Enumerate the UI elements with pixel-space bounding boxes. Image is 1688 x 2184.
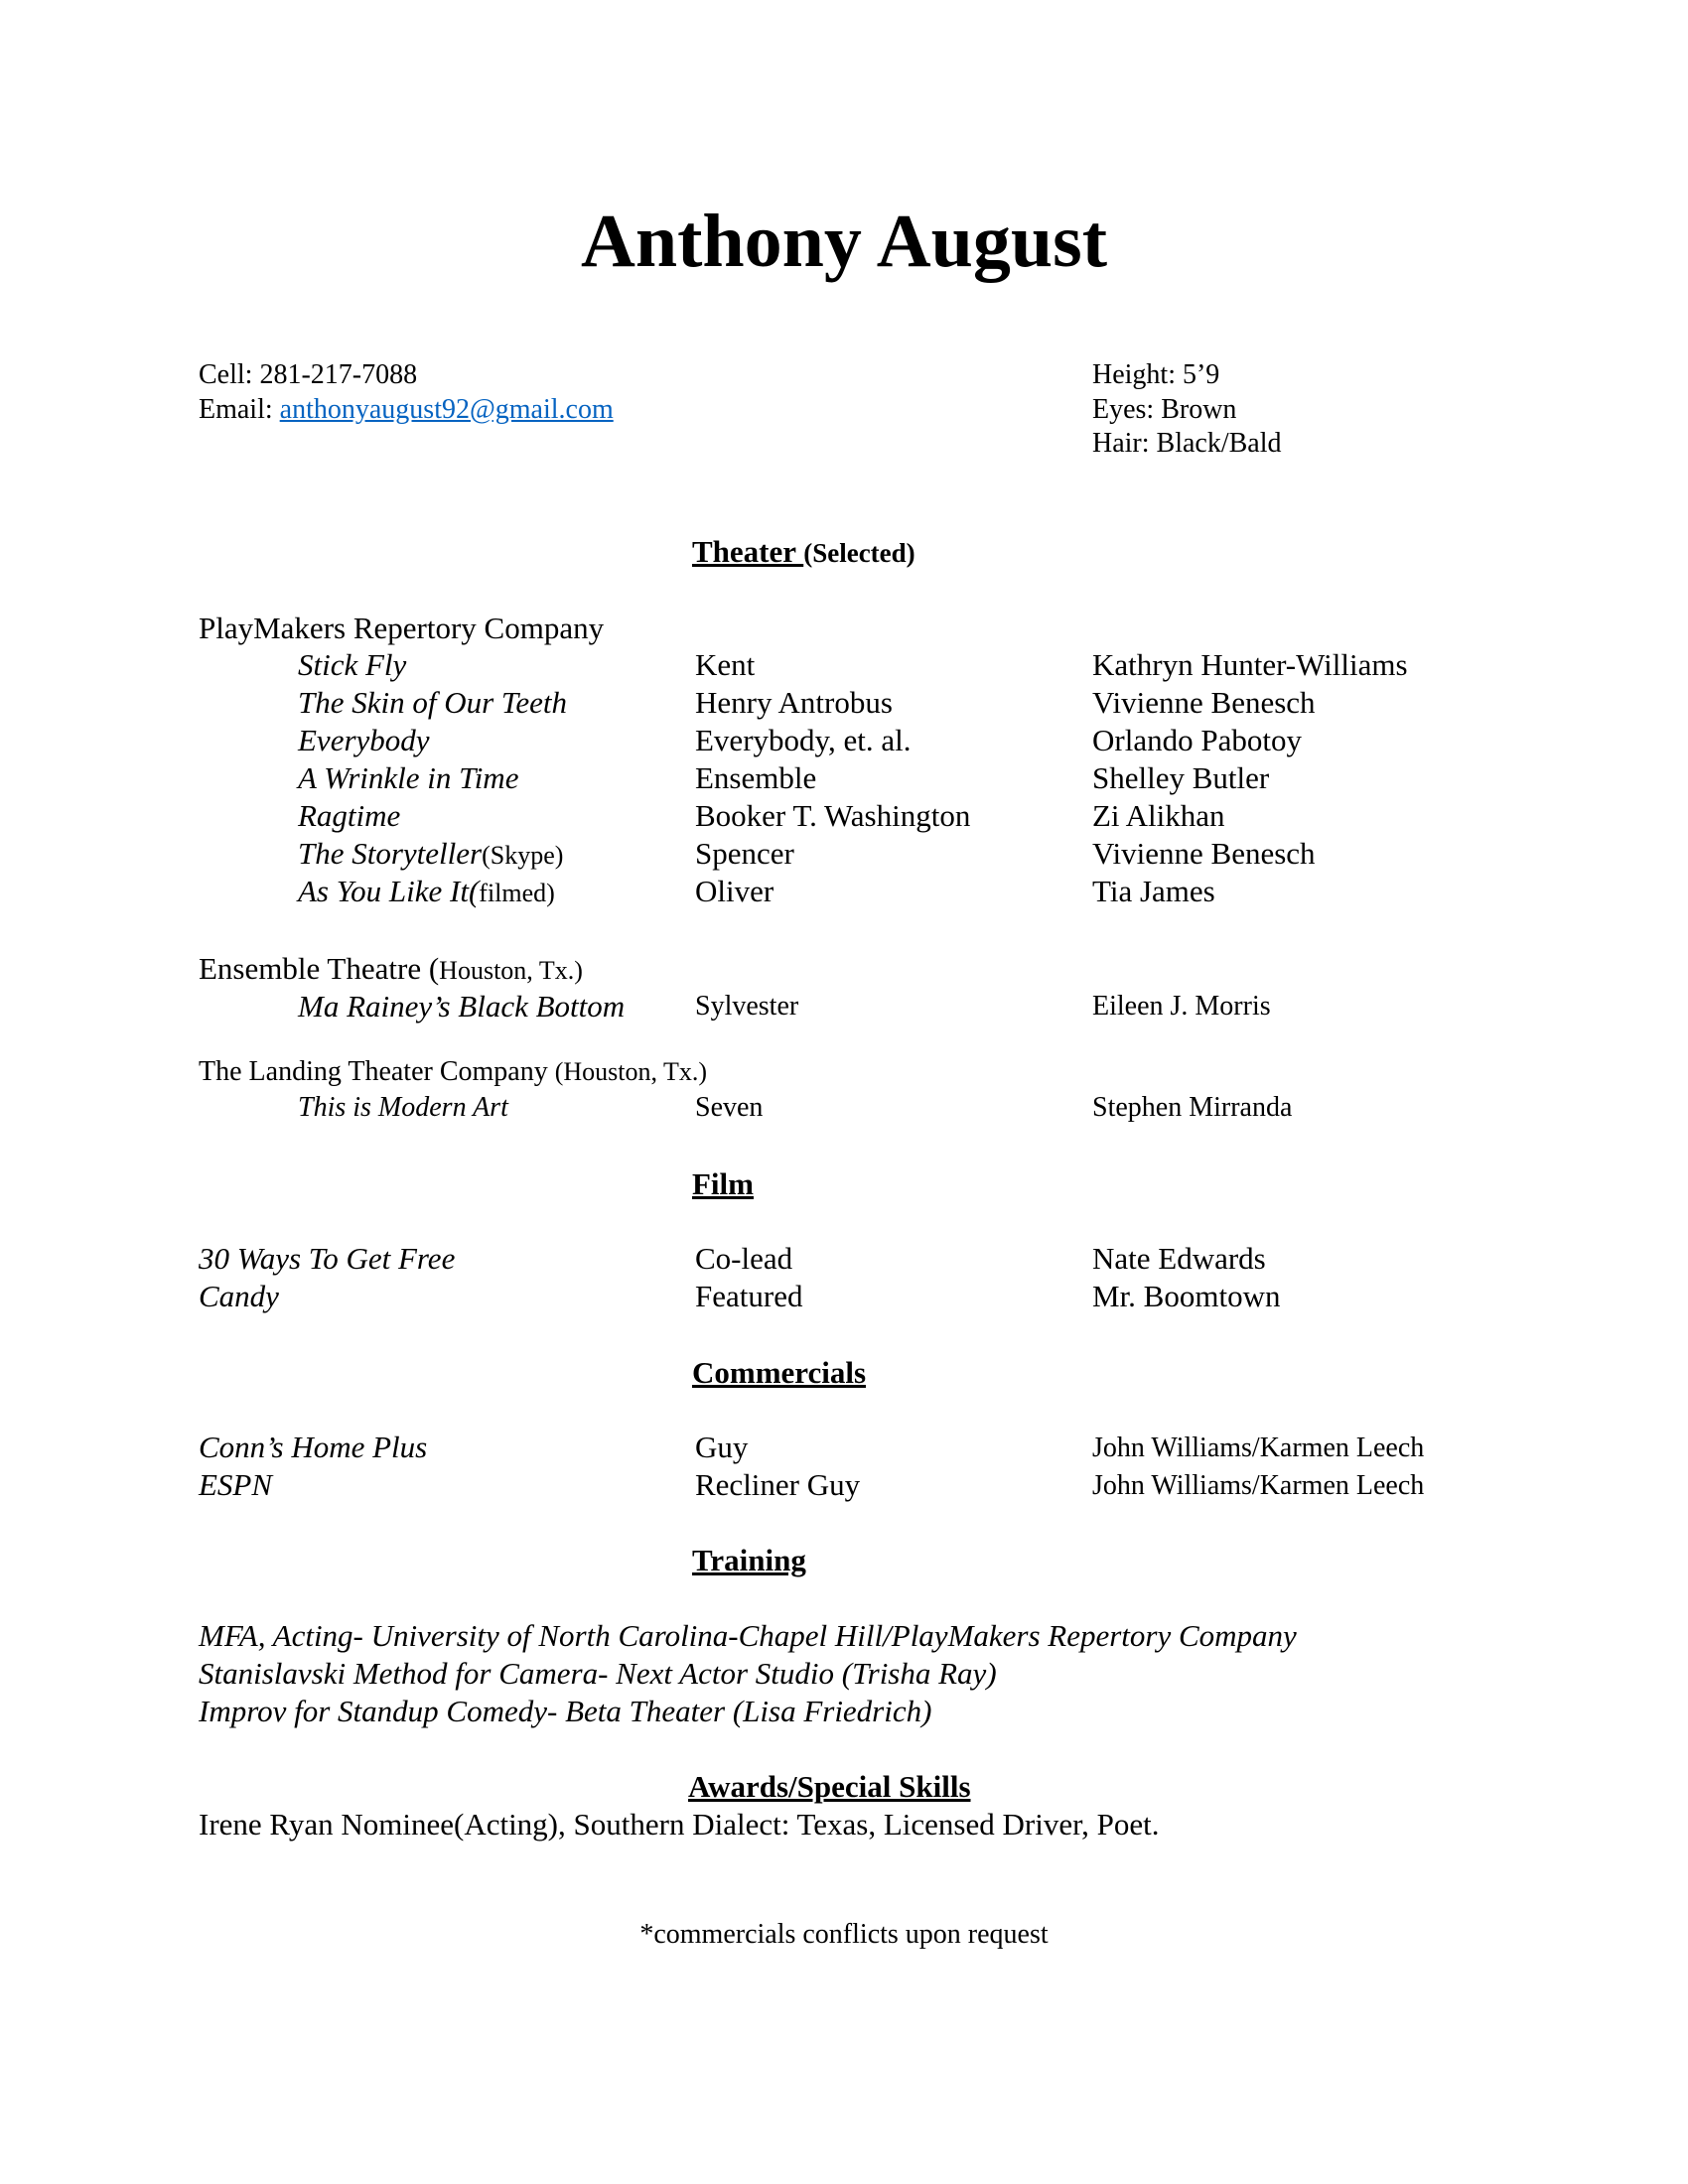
credit-title: Conn’s Home Plus	[199, 1430, 428, 1464]
credit-director: Eileen J. Morris	[1092, 991, 1271, 1022]
credit-title: This is Modern Art	[298, 1092, 508, 1123]
awards-heading: Awards/Special Skills	[688, 1769, 971, 1804]
company-location: Houston, Tx.)	[439, 956, 583, 985]
credit-director: Shelley Butler	[1092, 760, 1270, 795]
credit-role: Everybody, et. al.	[695, 723, 912, 757]
eye-color: Eyes: Brown	[1092, 394, 1237, 425]
credit-title: ESPN	[199, 1467, 273, 1502]
credit-note: filmed)	[479, 879, 555, 907]
resume-name: Anthony August	[580, 200, 1108, 283]
company-name: Ensemble Theatre (	[199, 951, 440, 986]
credit-role: Spencer	[695, 836, 794, 871]
credit-director: Kathryn Hunter-Williams	[1092, 647, 1408, 682]
credit-director: John Williams/Karmen Leech	[1092, 1433, 1425, 1463]
credit-role: Featured	[695, 1279, 803, 1313]
credit-title: As You Like It(	[298, 874, 480, 908]
height: Height: 5’9	[1092, 359, 1220, 390]
credit-title: 30 Ways To Get Free	[199, 1241, 456, 1276]
hair-color: Hair: Black/Bald	[1092, 428, 1282, 459]
theater-heading	[692, 534, 915, 570]
credit-role: Booker T. Washington	[695, 798, 971, 833]
credit-director: Vivienne Benesch	[1092, 685, 1316, 720]
company-name: PlayMakers Repertory Company	[199, 611, 605, 645]
email-label: Email:	[199, 394, 280, 425]
theater-heading-note: (Selected)	[803, 538, 915, 568]
credit-title: Everybody	[298, 723, 430, 757]
credit-role: Sylvester	[695, 991, 799, 1022]
credit-title: The Skin of Our Teeth	[298, 685, 567, 720]
training-item: Stanislavski Method for Camera- Next Actor Studio (Trisha Ray)	[199, 1656, 997, 1691]
company-location: (Houston, Tx.)	[554, 1057, 708, 1086]
credit-director: Stephen Mirranda	[1092, 1092, 1293, 1123]
theater-heading-text: Theater	[692, 534, 804, 569]
awards-text: Irene Ryan Nominee(Acting), Southern Dialect: Texas, Licensed Driver, Poet.	[199, 1807, 1160, 1842]
commercials-heading: Commercials	[692, 1355, 867, 1390]
credit-title: Ragtime	[298, 798, 401, 833]
credit-title: Stick Fly	[298, 647, 407, 682]
credit-role: Guy	[695, 1430, 749, 1464]
credit-director: Tia James	[1092, 874, 1215, 908]
company-name-line	[199, 951, 583, 987]
credit-title: Ma Rainey’s Black Bottom	[298, 989, 626, 1024]
credit-role: Oliver	[695, 874, 774, 908]
training-item: MFA, Acting- University of North Carolina-Chapel Hill/PlayMakers Repertory Company	[199, 1618, 1297, 1653]
company-name: The Landing Theater Company	[199, 1056, 555, 1087]
credit-role: Seven	[695, 1092, 764, 1123]
training-item: Improv for Standup Comedy- Beta Theater (Lisa Friedrich)	[199, 1694, 932, 1728]
credit-role: Ensemble	[695, 760, 817, 795]
credit-title: A Wrinkle in Time	[298, 760, 519, 795]
film-heading: Film	[692, 1166, 754, 1201]
credit-role: Recliner Guy	[695, 1467, 861, 1502]
credit-role: Henry Antrobus	[695, 685, 893, 720]
email-link[interactable]: anthonyaugust92@gmail.com	[279, 394, 614, 425]
credit-director: Nate Edwards	[1092, 1241, 1266, 1276]
credit-director: John Williams/Karmen Leech	[1092, 1470, 1425, 1501]
credit-director: Vivienne Benesch	[1092, 836, 1316, 871]
cell-phone: Cell: 281-217-7088	[199, 359, 418, 390]
credit-director: Orlando Pabotoy	[1092, 723, 1302, 757]
company-name-line	[199, 1056, 707, 1088]
credit-director: Mr. Boomtown	[1092, 1279, 1281, 1313]
credit-title: Candy	[199, 1279, 279, 1313]
credit-role: Co-lead	[695, 1241, 793, 1276]
footer-note: *commercials conflicts upon request	[639, 1919, 1049, 1950]
credit-note: (Skype)	[482, 841, 564, 870]
credit-role: Kent	[695, 647, 756, 682]
credit-title: The Storyteller	[298, 836, 483, 871]
credit-title-line	[298, 874, 555, 909]
credit-title-line	[298, 836, 563, 872]
credit-director: Zi Alikhan	[1092, 798, 1225, 833]
training-heading: Training	[692, 1543, 806, 1577]
email-line	[199, 394, 614, 426]
